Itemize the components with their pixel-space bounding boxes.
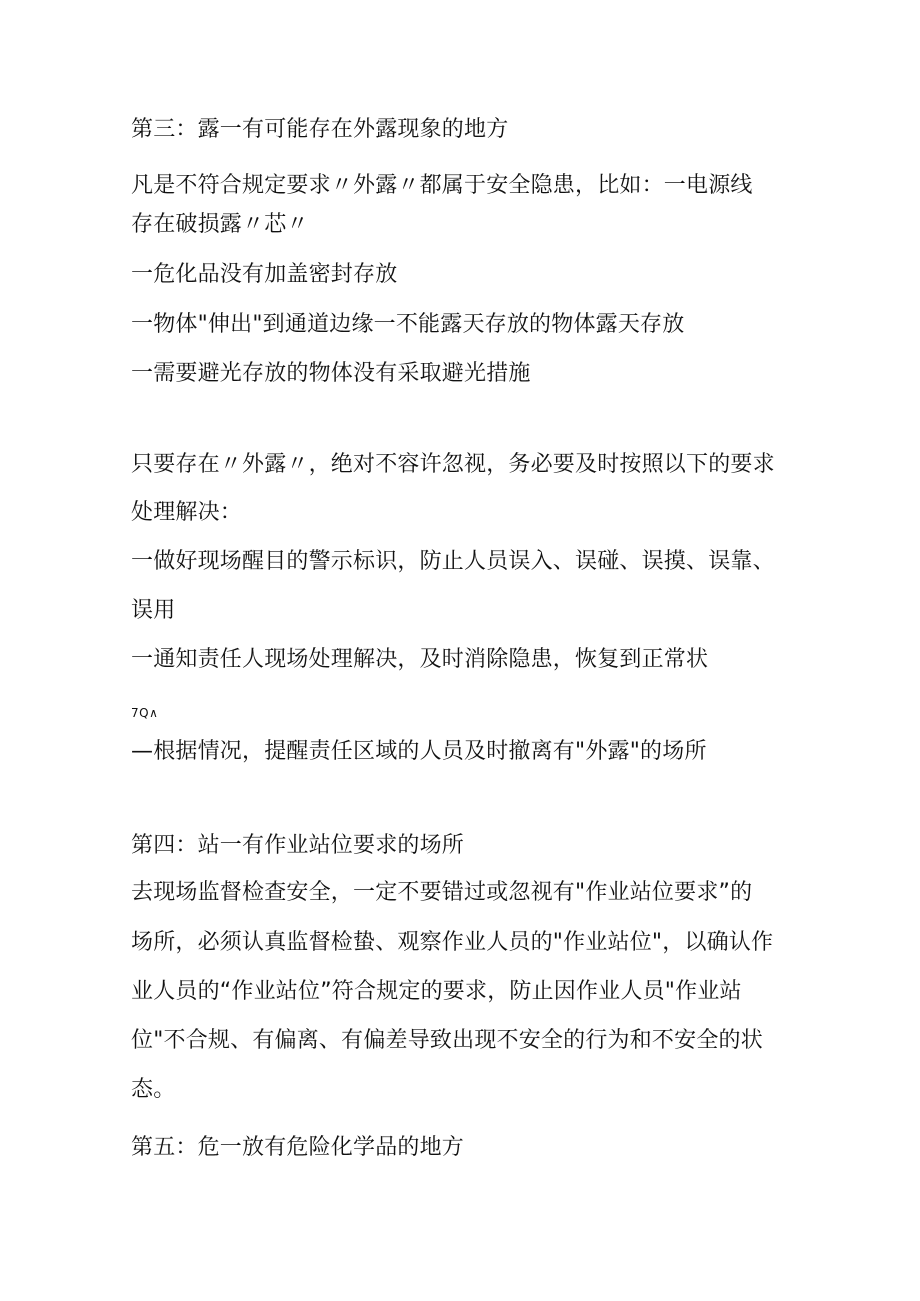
paragraph-line: 态。 <box>131 1077 176 1102</box>
paragraph-line: 存在破损露〃芯〃 <box>131 212 309 237</box>
paragraph-line: 场所，必须认真监督检蛰、观察作业人员的"作业站位"，以确认作 <box>131 930 774 955</box>
paragraph-line: 位"不合规、有偏离、有偏差导致出现不安全的行为和不安全的状 <box>131 1028 763 1053</box>
paragraph-line: 只要存在〃外露〃，绝对不容许忽视，务必要及时按照以下的要求 <box>131 452 775 477</box>
list-item: 一危化品没有加盖密封存放 <box>131 262 398 287</box>
list-item: —根据情况，提醒责任区域的人员及时撤离有"外露"的场所 <box>131 739 707 764</box>
list-item: 一通知责任人现场处理解决，及时消除隐患，恢复到正常状 <box>131 647 709 672</box>
ocr-fragment: 7Q∧ <box>131 706 159 720</box>
paragraph-line: 业人员的“作业站位”符合规定的要求，防止因作业人员"作业站 <box>131 979 742 1004</box>
list-item: 一做好现场醒目的警示标识，防止人员误入、误碰、误摸、误靠、 <box>131 549 775 574</box>
list-item: 一需要避光存放的物体没有采取避光措施 <box>131 361 531 386</box>
paragraph-line: 去现场监督检查安全，一定不要错过或忽视有"作业站位要求”的 <box>131 880 753 905</box>
list-item: 一物体"伸出"到通道边缘一不能露天存放的物体露天存放 <box>131 312 685 337</box>
paragraph-line: 凡是不符合规定要求〃外露〃都属于安全隐患，比如：一电源线 <box>131 173 753 198</box>
heading-section-4: 第四：站一有作业站位要求的场所 <box>131 833 465 858</box>
list-item-continuation: 误用 <box>131 598 176 623</box>
paragraph-line: 处理解决： <box>131 500 243 525</box>
heading-section-3: 第三：露一有可能存在外露现象的地方 <box>131 117 509 142</box>
heading-section-5: 第五：危一放有危险化学品的地方 <box>131 1135 465 1160</box>
